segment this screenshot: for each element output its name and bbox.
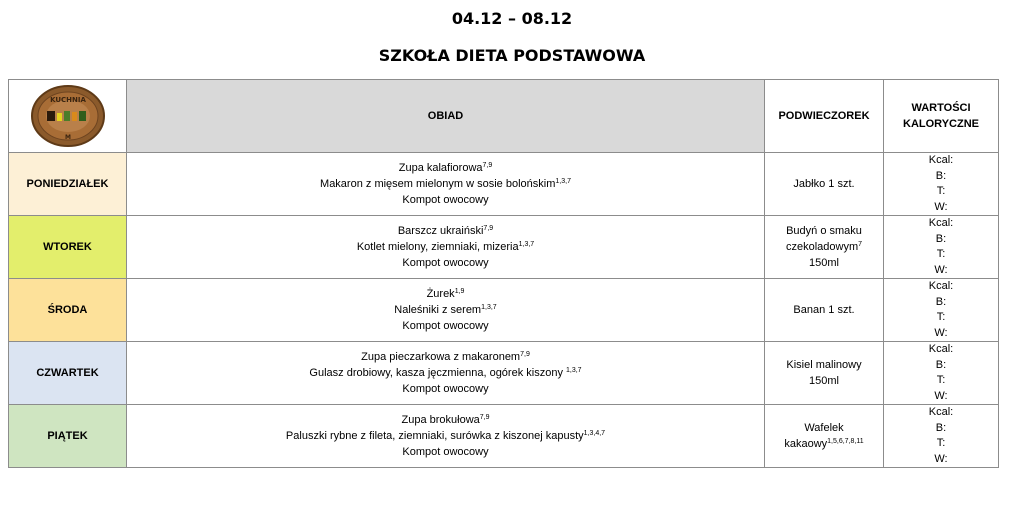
allergen-codes: 1,3,7: [566, 367, 582, 374]
menu-line: Gulasz drobiowy, kasza jęczmienna, ogórek kiszony $^{1,3,7}$: [309, 367, 582, 379]
podwieczorek-cell: [765, 153, 884, 216]
allergen-codes: 1,5,6,7,8,11: [827, 438, 864, 445]
obiad-cell: [127, 216, 765, 279]
kuchnia-logo-icon: [29, 84, 107, 148]
day-row-sroda: [9, 279, 999, 342]
menu-line: Żurek$^{1,9}$: [426, 288, 465, 300]
day-name: WTOREK: [9, 216, 127, 279]
nutrition-label-kcal: Kcal:: [928, 217, 954, 229]
menu-line: Zupa kalafiorowa$^{7,9}$: [398, 162, 493, 174]
menu-line: 150ml: [809, 375, 839, 387]
menu-line: Zupa pieczarkowa z makaronem$^{7,9}$: [361, 351, 530, 363]
menu-title: SZKOŁA DIETA PODSTAWOWA: [378, 46, 646, 65]
nutrition-label-w: W:: [934, 326, 948, 339]
nutrition-label-w: W:: [934, 200, 948, 213]
nutrition-label-b: B:: [935, 232, 947, 245]
nutrition-cell: [884, 405, 999, 468]
podwieczorek-cell: [765, 279, 884, 342]
nutrition-label-kcal: Kcal:: [928, 154, 954, 166]
nutrition-cell: [884, 279, 999, 342]
date-range: 04.12 – 08.12: [451, 9, 573, 28]
nutrition-label-b: B:: [935, 169, 947, 182]
col-header-obiad: OBIAD: [127, 80, 765, 153]
col-header-wartosci: WARTOŚCI KALORYCZNE: [884, 80, 999, 153]
col-header-podwieczorek: PODWIECZOREK: [765, 80, 884, 153]
logo-cell: [9, 80, 127, 153]
allergen-codes: 7,9: [482, 162, 493, 169]
menu-table: [8, 79, 999, 468]
nutrition-label-b: B:: [935, 358, 947, 371]
nutrition-label-kcal: Kcal:: [928, 280, 954, 292]
nutrition-cell: [884, 342, 999, 405]
menu-line: czekoladowym$^7$: [785, 241, 863, 253]
menu-line: Kompot owocowy: [402, 320, 489, 332]
obiad-cell: [127, 279, 765, 342]
menu-line: Kotlet mielony, ziemniaki, mizeria$^{1,3,7}$: [356, 241, 535, 253]
day-name: PIĄTEK: [9, 405, 127, 468]
allergen-codes: 1,3,7: [555, 178, 571, 185]
logo-bottom-text: M: [64, 134, 71, 141]
nutrition-cell: [884, 153, 999, 216]
day-row-piatek: [9, 405, 999, 468]
nutrition-label-w: W:: [934, 389, 948, 402]
nutrition-label-b: B:: [935, 295, 947, 308]
nutrition-label-t: T:: [936, 248, 946, 260]
obiad-cell: [127, 153, 765, 216]
allergen-codes: 7,9: [520, 351, 530, 358]
nutrition-label-t: T:: [936, 311, 946, 323]
menu-line: kakaowy$^{1,5,6,7,8,11}$: [784, 438, 864, 450]
menu-line: Jabłko 1 szt.: [793, 178, 855, 190]
allergen-codes: 7: [858, 241, 863, 248]
menu-line: Paluszki rybne z fileta, ziemniaki, surówka z kiszonej kapusty$^{1,3,4,7}$: [285, 430, 606, 442]
logo-top-text: KUCHNIA: [49, 96, 86, 104]
menu-line: Kompot owocowy: [402, 446, 489, 458]
nutrition-label-t: T:: [936, 437, 946, 449]
day-row-czwartek: [9, 342, 999, 405]
menu-line: Kompot owocowy: [402, 257, 489, 269]
menu-line: Zupa brokułowa$^{7,9}$: [401, 414, 490, 426]
nutrition-label-t: T:: [936, 185, 946, 197]
nutrition-label-b: B:: [935, 421, 947, 434]
allergen-codes: 1,3,4,7: [583, 430, 606, 437]
menu-line: Budyń o smaku: [786, 225, 862, 237]
nutrition-cell: [884, 216, 999, 279]
allergen-codes: 7,9: [483, 225, 494, 232]
nutrition-label-w: W:: [934, 452, 948, 465]
day-name: PONIEDZIAŁEK: [9, 153, 127, 216]
menu-line: 150ml: [809, 257, 839, 269]
podwieczorek-cell: [765, 216, 884, 279]
allergen-codes: 7,9: [479, 414, 490, 421]
podwieczorek-cell: [765, 342, 884, 405]
menu-line: Kisiel malinowy: [786, 359, 862, 371]
nutrition-label-kcal: Kcal:: [928, 343, 954, 355]
day-row-wtorek: [9, 216, 999, 279]
menu-line: Wafelek: [804, 422, 844, 434]
nutrition-label-t: T:: [936, 374, 946, 386]
menu-line: Makaron z mięsem mielonym w sosie bolońskim$^{1,3,7}$: [320, 178, 571, 190]
podwieczorek-cell: [765, 405, 884, 468]
day-row-poniedzialek: [9, 153, 999, 216]
menu-line: Kompot owocowy: [402, 194, 489, 206]
allergen-codes: 1,3,7: [481, 304, 497, 311]
menu-line: Barszcz ukraiński$^{7,9}$: [397, 225, 494, 237]
day-name: CZWARTEK: [9, 342, 127, 405]
allergen-codes: 1,9: [454, 288, 465, 295]
allergen-codes: 1,3,7: [518, 241, 535, 248]
nutrition-label-w: W:: [934, 263, 948, 276]
obiad-cell: [127, 405, 765, 468]
day-name: ŚRODA: [9, 279, 127, 342]
menu-line: Naleśniki z serem$^{1,3,7}$: [394, 304, 497, 316]
nutrition-label-kcal: Kcal:: [928, 406, 954, 418]
obiad-cell: [127, 342, 765, 405]
menu-line: Banan 1 szt.: [793, 304, 855, 316]
menu-line: Kompot owocowy: [402, 383, 489, 395]
